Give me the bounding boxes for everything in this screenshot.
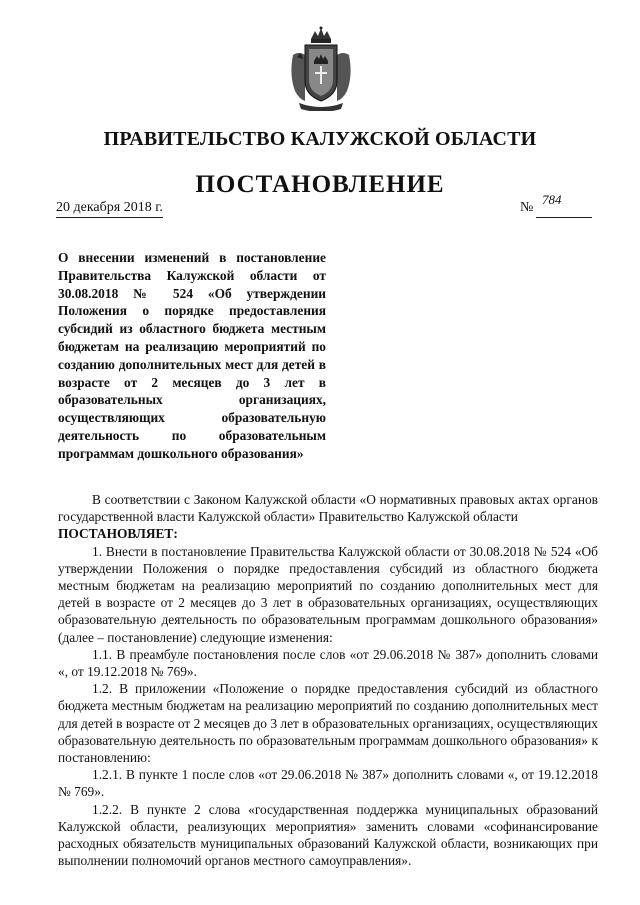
document-date [56,200,163,216]
number-underline [536,217,592,218]
clause-1: 1. Внести в постановление Правительства Калужской области от 30.08.2018 № 524 «Об утверждении Положения о порядке предоставления субсидий из областного бюджета местным бюджетам на реализацию мероприятий по созданию дополнительных мест для детей в возрасте от 2 месяцев до 3 лет в образовательных организациях, осуществляющих образовательную деятельность по образовательным программам дошкольного образования» (далее – постановление) следующие изменения: [58,543,598,645]
document-number [520,192,562,216]
document-type: ПОСТАНОВЛЕНИЕ [195,171,445,198]
clause-1-2-2: 1.2.2. В пункте 2 слова «государственная поддержка муниципальных образований Калужской области, реализующих мероприятия» заменить словами «софинансирование расходных обязательств муниципальных образований Калужской области, возникающих при выполнении полномочий органов местного самоуправления». [58,801,598,869]
number-value: 784 [542,192,562,207]
number-label: № [520,200,534,215]
date-text: 20 декабря 2018 г. [56,200,163,215]
clause-1-1: 1.1. В преамбуле постановления после слов «от 29.06.2018 № 387» дополнить словами «, от 19.12.2018 № 769». [58,646,598,680]
clause-1-2-1: 1.2.1. В пункте 1 после слов «от 29.06.2018 № 387» дополнить словами «, от 19.12.2018 № 769». [58,767,598,800]
clause-1-2: 1.2. В приложении «Положение о порядке предоставления субсидий из областного бюджета местным бюджетам на реализацию мероприятий по созданию дополнительных мест для детей в возрасте от 2 месяцев до 3 лет в образовательных организациях, осуществляющих образовательную деятельность по образовательным программам дошкольного образования» к постановлению: [58,681,598,766]
coat-of-arms-icon [287,25,355,111]
government-name: ПРАВИТЕЛЬСТВО КАЛУЖСКОЙ ОБЛАСТИ [103,128,537,150]
document-body [58,491,598,869]
intro-paragraph: В соответствии с Законом Калужской области «О нормативных правовых актах органов государственной власти Калужской области» Правительство Калужской области [58,492,598,525]
decrees-heading: ПОСТАНОВЛЯЕТ: [58,526,178,542]
document-title: О внесении изменений в постановление Правительства Калужской области от 30.08.2018 № 524 «Об утверждении Положения о порядке предоставления субсидий из областного бюджета местным бюджетам на реализацию мероприятий по созданию дополнительных мест для детей в возрасте от 2 месяцев до 3 лет в образовательных организациях, осуществляющих образовательную деятельность по образовательным программам дошкольного образования» [58,250,326,461]
date-underline [56,217,163,218]
